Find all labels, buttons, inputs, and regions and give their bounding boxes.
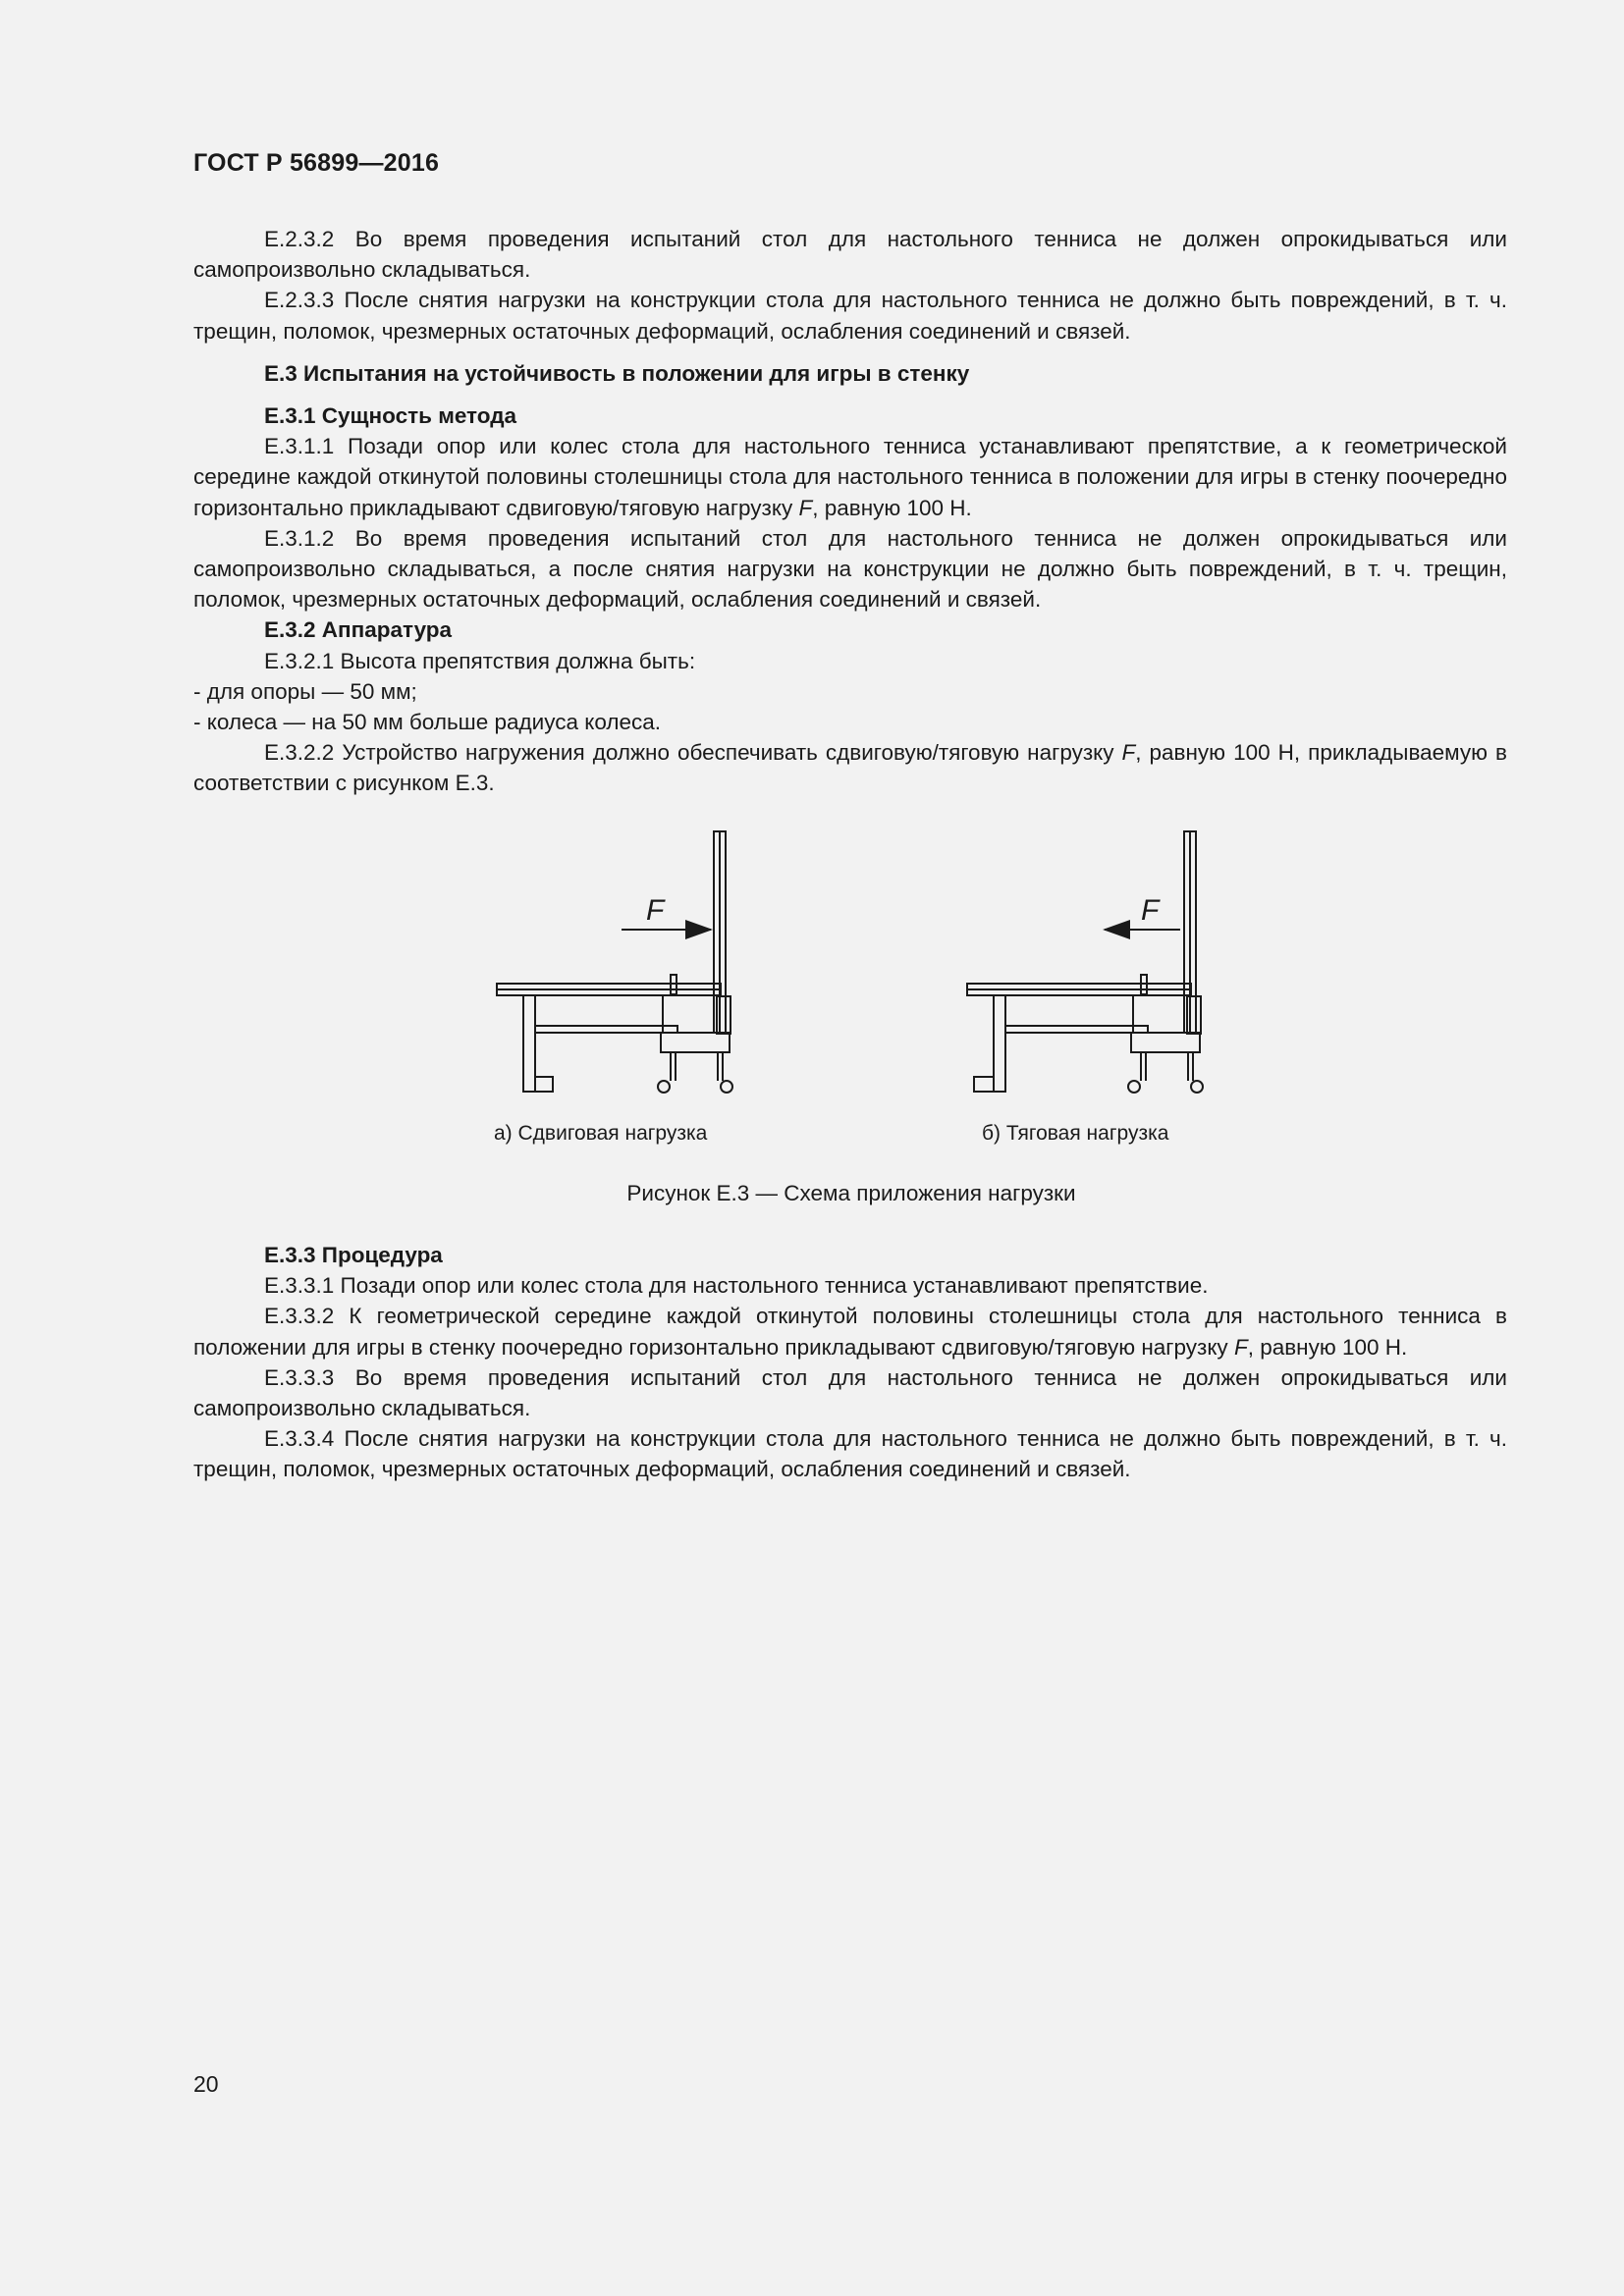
wheel-frame: [1131, 1033, 1200, 1052]
wheel-icon: [658, 1081, 670, 1093]
wheel-icon: [1128, 1081, 1140, 1093]
paragraph-e233: Е.2.3.3 После снятия нагрузки на конструкции стола для настольного тенниса не должно быть повреждений, в т. ч. трещин, поломок, чрезмерных остаточных деформаций, ослабления соединений и связей.: [193, 288, 1507, 344]
subsection-title-e33: Е.3.3 Процедура: [264, 1243, 443, 1267]
figure-e3-diagram: [481, 820, 1227, 1173]
page-number: 20: [193, 2071, 219, 2097]
paragraph-e321: Е.3.2.1 Высота препятствия должна быть:: [264, 648, 696, 673]
paragraph-e312: Е.3.1.2 Во время проведения испытаний стол для настольного тенниса не должен опрокидываться или самопроизвольно складываться, а после снятия нагрузки на конструкции не должно быть повреждений, в т. ч. трещин, поломок, чрезмерных остаточных деформаций, ослабления соединений и связей.: [193, 525, 1507, 613]
paragraph-e332: Е.3.3.2 К геометрической середине каждой откинутой половины столешницы стола для настольного тенниса в положении для игры в стенку поочередно горизонтально прикладывают сдвиговую/тяговую нагрузку F, равную 100 Н.: [193, 1304, 1507, 1360]
figure-caption: Рисунок Е.3 — Схема приложения нагрузки: [626, 1181, 1076, 1205]
document-header: ГОСТ Р 56899—2016: [193, 149, 440, 177]
load-scheme-drawing: [481, 820, 1227, 1114]
table-shear-drawing: [497, 831, 732, 1093]
obstacle-left: [974, 1077, 994, 1092]
subcaption-tension: б) Тяговая нагрузка: [982, 1122, 1169, 1145]
paragraph-e322: Е.3.2.2 Устройство нагружения должно обеспечивать сдвиговую/тяговую нагрузку F, равную 100 Н, прикладываемую в соответствии с рисунком Е.3.: [193, 740, 1507, 796]
force-variable: F: [1233, 1334, 1248, 1360]
wheel-icon: [1191, 1081, 1203, 1093]
section-title-e3: Е.3 Испытания на устойчивость в положении для игры в стенку: [264, 360, 970, 386]
text-block-lower: [193, 1240, 1507, 1485]
paragraph-e232: Е.2.3.2 Во время проведения испытаний стол для настольного тенниса не должен опрокидываться или самопроизвольно складываться.: [193, 227, 1507, 283]
subsection-title-e31: Е.3.1 Сущность метода: [264, 403, 517, 429]
wheel-icon: [721, 1081, 732, 1093]
force-label-b: F: [1141, 894, 1160, 927]
paragraph-e334: Е.3.3.4 После снятия нагрузки на конструкции стола для настольного тенниса не должно быть повреждений, в т. ч. трещин, поломок, чрезмерных остаточных деформаций, ослабления соединений и связей.: [193, 1426, 1507, 1482]
force-variable: F: [798, 495, 813, 520]
subcaption-shear: а) Сдвиговая нагрузка: [494, 1122, 708, 1145]
subsection-title-e32: Е.3.2 Аппаратура: [264, 617, 453, 643]
obstacle-left: [535, 1077, 553, 1092]
paragraph-e331: Е.3.3.1 Позади опор или колес стола для настольного тенниса устанавливают препятствие.: [264, 1273, 1209, 1299]
table-leg-left: [523, 995, 535, 1092]
paragraph-e311: Е.3.1.1 Позади опор или колес стола для настольного тенниса устанавливают препятствие, а к геометрической середине каждой откинутой половины столешницы стола для настольного тенниса в положении для игры в стенку поочередно горизонтально прикладывают сдвиговую/тяговую нагрузку F, равную 100 Н.: [193, 434, 1507, 520]
force-label-a: F: [646, 894, 665, 927]
wheel-frame: [661, 1033, 730, 1052]
table-tension-drawing: [967, 831, 1203, 1093]
list-item-support: - для опоры — 50 мм;: [193, 678, 417, 704]
list-item-wheel: - колеса — на 50 мм больше радиуса колеса.: [193, 710, 662, 735]
force-variable: F: [1121, 740, 1136, 766]
table-leg-left: [994, 995, 1005, 1092]
paragraph-e333: Е.3.3.3 Во время проведения испытаний стол для настольного тенниса не должен опрокидываться или самопроизвольно складываться.: [193, 1364, 1507, 1421]
text-block-upper: [193, 224, 1507, 799]
